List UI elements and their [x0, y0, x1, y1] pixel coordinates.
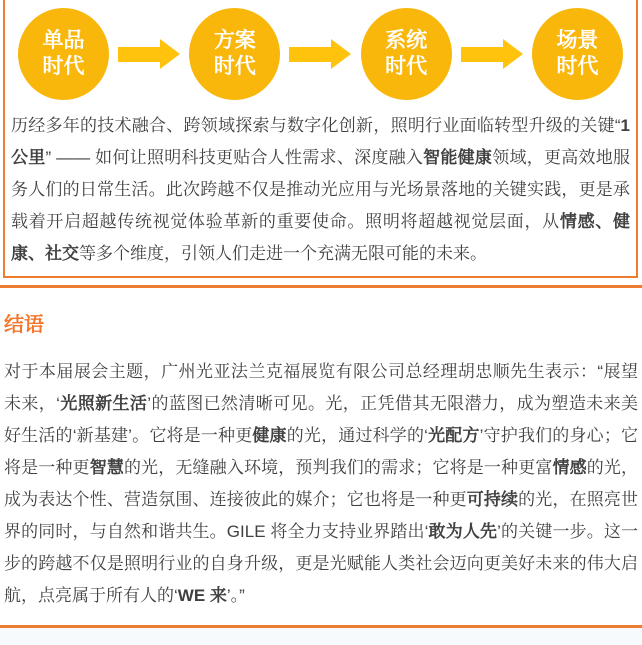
era-flow-diagram [5, 0, 636, 104]
era-circle-scene [532, 8, 623, 100]
arrow-right-icon [461, 39, 523, 69]
era-circle-product [18, 8, 109, 100]
arrow-body [461, 47, 503, 62]
era-circle-label: 单品 [42, 29, 85, 52]
era-circle-label: 时代 [42, 55, 85, 78]
era-circle-label: 时代 [213, 55, 256, 78]
conclusion-paragraph: 对于本届展会主题，广州光亚法兰克福展览有限公司总经理胡忠顺先生表示：“展望未来，‘光照新生活’的蓝图已然清晰可见。光，正凭借其无限潜力，成为塑造未来美好生活的‘新基建’。它将是一种更健康的光，通过科学的‘光配方’守护我们的身心；它将是一种更智慧的光，无缝融入环境，预判我们的需求；它将是一种更富情感的光，成为表达个性、营造氛围、连接彼此的媒介；它也将是一种更可持续的光，在照亮世界的同时，与自然和谐共生。GILE 将全力支持业界踏出‘敢为人先’的关键一步。这一步的跨越不仅是照明行业的自身升级，更是光赋能人类社会迈向更美好未来的伟大启航，点亮属于所有人的‘WE 来’。” [4, 362, 639, 605]
arrow-head [331, 39, 351, 69]
era-circle-label: 时代 [385, 55, 428, 78]
era-circle-label: 系统 [385, 29, 428, 52]
arrow-right-icon [118, 39, 180, 69]
intro-paragraph: 历经多年的技术融合、跨领域探索与数字化创新，照明行业面临转型升级的关键“1公里” —— 如何让照明科技更贴合人性需求、深度融入智能健康领域，更高效地服务人们的日常生活。此次跨越不仅是推动光应用与光场景落地的关键实践，更是承载着开启超越传统视觉体验革新的重要使命。照明将超越视觉层面，从情感、健康、社交等多个维度，引领人们走进一个充满无限可能的未来。 [11, 116, 631, 263]
conclusion-heading: 结语 [4, 314, 44, 336]
arrow-right-icon [289, 39, 351, 69]
arrow-body [118, 47, 160, 62]
arrow-head [160, 39, 180, 69]
era-circle-system [361, 8, 452, 100]
era-circle-label: 方案 [213, 29, 256, 52]
era-circle-label: 时代 [556, 55, 599, 78]
footer-strip [0, 628, 642, 645]
arrow-head [503, 39, 523, 69]
intro-highlight-box [3, 0, 638, 278]
era-circle-solution [189, 8, 280, 100]
era-circle-label: 场景 [556, 29, 599, 52]
section-divider-top [0, 285, 642, 288]
arrow-body [289, 47, 331, 62]
